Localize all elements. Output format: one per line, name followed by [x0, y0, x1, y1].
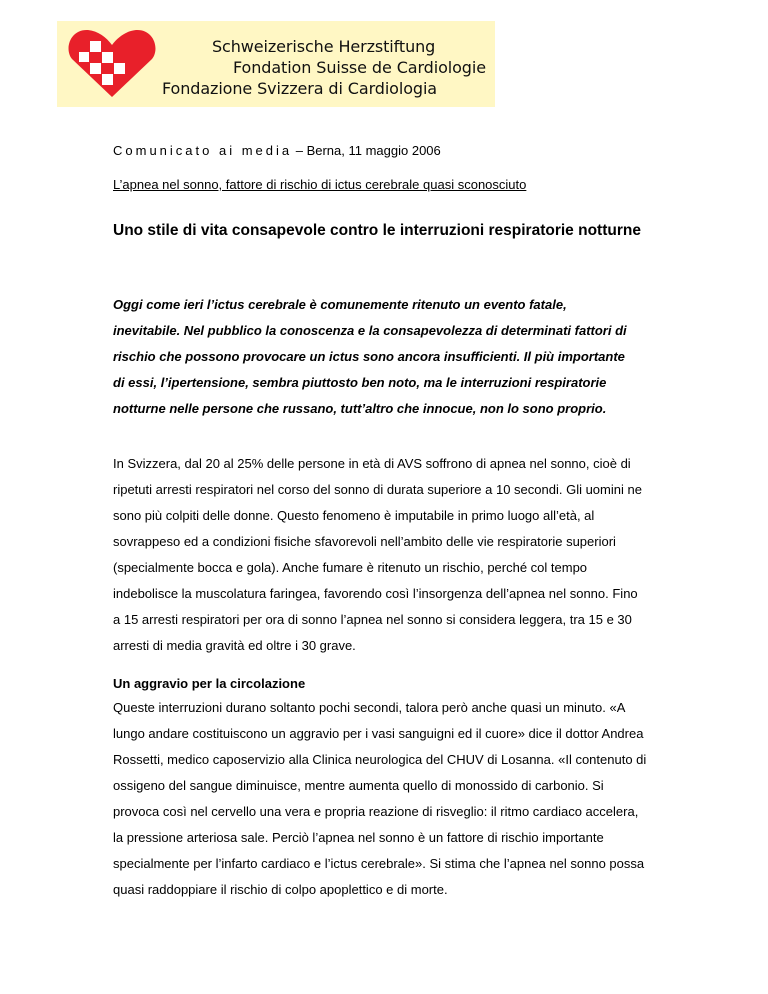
logo-line-german: Schweizerische Herzstiftung: [212, 37, 436, 56]
dateline-place-date: – Berna, 11 maggio 2006: [292, 143, 441, 158]
logo-line-italian: Fondazione Svizzera di Cardiologia: [162, 79, 437, 98]
body-paragraph-2: Queste interruzioni durano soltanto pochi secondi, talora però anche quasi un minuto. «A lungo andare costituiscono un aggravio per i vasi sanguigni ed il cuore» dice il dottor Andrea Rossetti, medico caposervizio alla Clinica neurologica del CHUV di Losanna. «Il contenuto di ossigeno del sangue diminuisce, mentre aumenta quello di monossido di carbonio. Si provoca così nel cervello una vera e propria reazione di risveglio: il ritmo cardiaco accelera, la pressione arteriosa sale. Perciò l’apnea nel sonno è un fattore di rischio importante specialmente per l’infarto cardiaco e l’ictus cerebrale». Si stima che l’apnea nel sonno possa quasi raddoppiare il rischio di colpo apoplettico e di morte.: [113, 700, 647, 897]
body-paragraph-1: In Svizzera, dal 20 al 25% delle persone in età di AVS soffrono di apnea nel sonno, cioè di ripetuti arresti respiratori nel corso del sonno di durata superiore a 10 secondi. Gli uomini ne sono più colpiti delle donne. Questo fenomeno è imputabile in primo luogo all’età, al sovrappeso ed a condizioni fisiche sfavorevoli nell’ambito delle vie respiratorie superiori (specialmente bocca e gola). Anche fumare è ritenuto un rischio, perché col tempo indebolisce la muscolatura faringea, favorendo così l’insorgenza dell’apnea nel sonno. Fino a 15 arresti respiratori per ora di sonno l’apnea nel sonno si considera leggera, tra 15 e 30 arresti di media gravità ed oltre i 30 grave.: [113, 456, 642, 653]
headline: Uno stile di vita consapevole contro le interruzioni respiratorie notturne: [113, 222, 641, 239]
subheadline: L’apnea nel sonno, fattore di rischio di ictus cerebrale quasi sconosciuto: [113, 177, 527, 192]
lead-paragraph: Oggi come ieri l’ictus cerebrale è comunemente ritenuto un evento fatale, inevitabile. Nel pubblico la conoscenza e la consapevolezza di determinati fattori di rischio che possono provocare un ictus sono ancora insufficienti. Il più importante di essi, l’ipertensione, sembra piuttosto ben noto, ma le interruzioni respiratorie notturne nelle persone che russano, tutt’altro che innocue, non lo sono proprio.: [113, 297, 627, 416]
dateline: [113, 143, 441, 158]
foundation-logo: [57, 21, 495, 107]
heart-cross-icon: [66, 27, 158, 99]
section-heading: Un aggravio per la circolazione: [113, 676, 306, 691]
dateline-label: Comunicato ai media: [113, 143, 293, 158]
logo-line-french: Fondation Suisse de Cardiologie: [233, 58, 486, 77]
